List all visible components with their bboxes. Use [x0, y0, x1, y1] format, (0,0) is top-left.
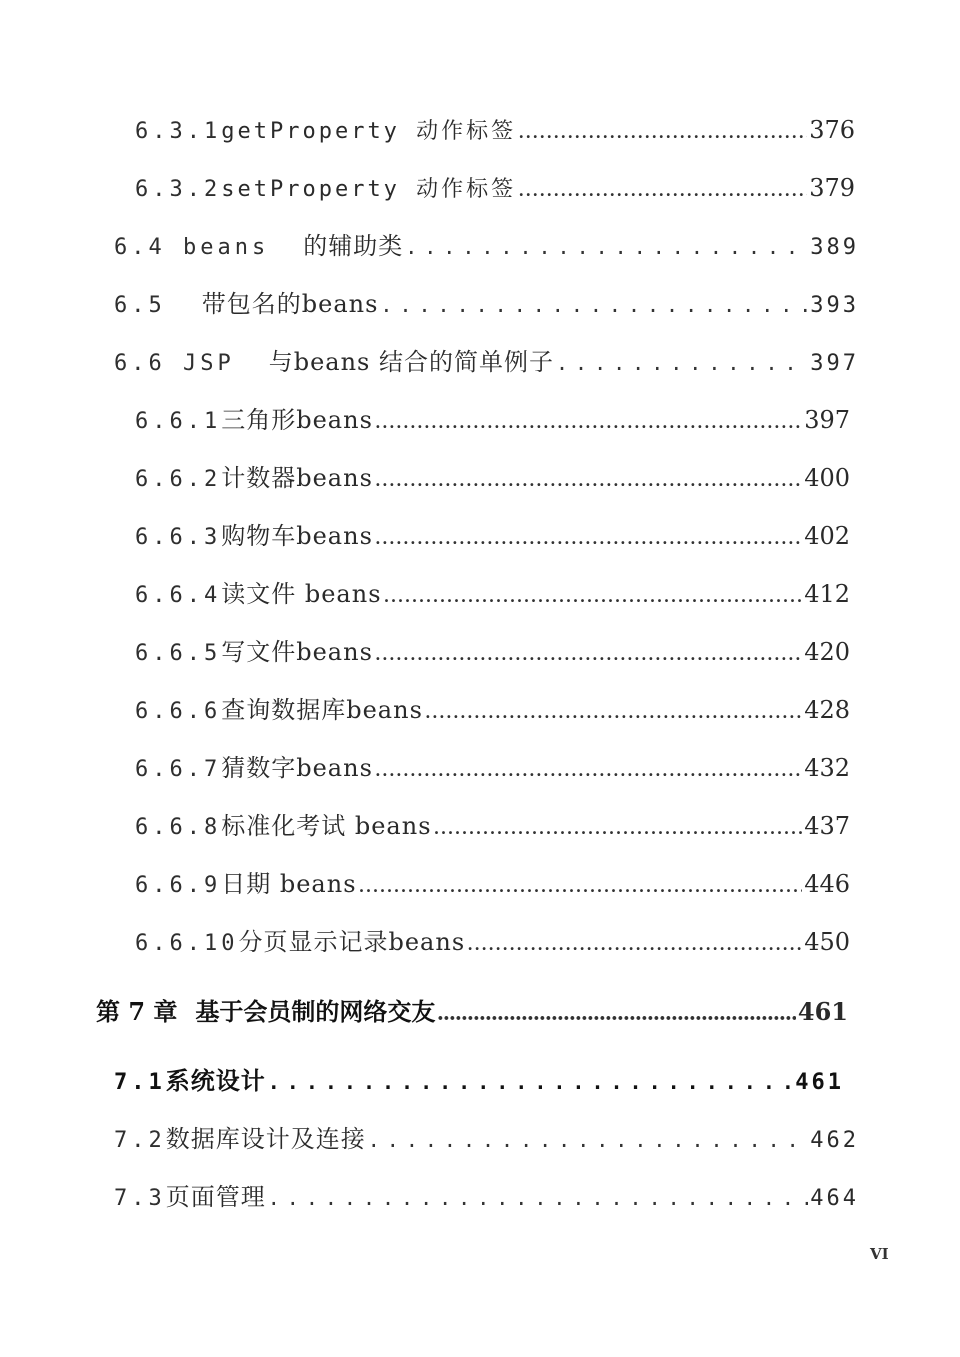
toc-entry[interactable] — [135, 637, 850, 669]
entry-title: 系统设计 — [165, 1066, 266, 1095]
dot-leader — [375, 464, 802, 494]
entry-number: 6.6.9 — [135, 873, 222, 898]
entry-page: 437 — [804, 812, 850, 840]
dot-leader — [375, 754, 802, 784]
toc-entry[interactable] — [114, 1066, 844, 1098]
entry-page: 464 — [810, 1186, 859, 1211]
entry-page: 461 — [795, 1070, 844, 1095]
dot-leader — [518, 116, 807, 146]
dot-leader — [437, 998, 795, 1028]
entry-page: 393 — [810, 293, 859, 318]
dot-leader — [268, 1183, 809, 1213]
entry-title: 标准化考试 beans — [221, 812, 432, 840]
toc-entry[interactable] — [135, 173, 855, 205]
entry-title: 与beans 结合的简单例子 — [268, 348, 554, 376]
entry-page: 450 — [804, 928, 850, 956]
entry-number: 7.3 — [114, 1186, 166, 1211]
entry-title: 猜数字beans — [221, 754, 373, 782]
entry-number: 6.3.1 — [135, 119, 222, 144]
entry-page: 389 — [810, 235, 859, 260]
toc-entry[interactable] — [135, 811, 850, 843]
entry-page: 397 — [804, 406, 850, 434]
entry-page: 428 — [804, 696, 850, 724]
entry-number: 7.2 — [114, 1128, 166, 1153]
dot-leader — [375, 522, 802, 552]
entry-number: 6.6.4 — [135, 583, 222, 608]
entry-title: 计数器beans — [221, 464, 373, 492]
entry-title: 数据库设计及连接 — [165, 1125, 366, 1153]
entry-page: 420 — [804, 638, 850, 666]
toc-entry[interactable] — [135, 521, 850, 553]
dot-leader — [375, 638, 802, 668]
dot-leader — [359, 870, 803, 900]
entry-number: 6.6.5 — [135, 641, 222, 666]
toc-entry[interactable] — [135, 869, 850, 901]
entry-number: 6.6.2 — [135, 467, 222, 492]
entry-title: 三角形beans — [221, 406, 373, 434]
entry-title: 的辅助类 — [303, 232, 404, 260]
dot-leader — [425, 696, 802, 726]
chapter-title: 基于会员制的网络交友 — [195, 997, 436, 1026]
entry-number: 6.6 JSP — [114, 351, 235, 376]
entry-title: setProperty 动作标签 — [221, 177, 517, 202]
dot-leader — [268, 1067, 794, 1097]
page-number-footer: VI — [870, 1245, 889, 1263]
entry-title: 查询数据库beans — [221, 696, 423, 724]
entry-number: 6.6.1 — [135, 409, 222, 434]
entry-title: 日期 beans — [221, 870, 357, 898]
entry-page: 432 — [804, 754, 850, 782]
entry-number: 6.6.6 — [135, 699, 222, 724]
dot-leader — [380, 290, 808, 320]
entry-number: 6.5 — [114, 293, 166, 318]
entry-number: 6.6.3 — [135, 525, 222, 550]
toc-entry[interactable] — [135, 579, 850, 611]
toc-entry[interactable] — [114, 1182, 859, 1214]
entry-number: 6.6.10 — [135, 931, 239, 956]
entry-page: 397 — [810, 351, 859, 376]
entry-page: 400 — [804, 464, 850, 492]
toc-entry[interactable] — [135, 115, 855, 147]
dot-leader — [368, 1125, 809, 1155]
toc-entry[interactable] — [114, 1124, 859, 1156]
toc-entry[interactable] — [135, 463, 850, 495]
entry-page: 446 — [804, 870, 850, 898]
dot-leader — [518, 174, 807, 204]
dot-leader — [384, 580, 803, 610]
entry-number: 6.6.8 — [135, 815, 222, 840]
entry-title: 分页显示记录beans — [238, 928, 466, 956]
dot-leader — [375, 406, 802, 436]
entry-page: 376 — [809, 116, 855, 144]
toc-entry[interactable] — [114, 347, 859, 379]
toc-entry[interactable] — [135, 405, 850, 437]
entry-page: 402 — [804, 522, 850, 550]
dot-leader — [467, 928, 802, 958]
toc-chapter-entry[interactable] — [96, 997, 848, 1029]
entry-title: 带包名的beans — [201, 290, 379, 318]
toc-entry[interactable] — [135, 927, 850, 959]
entry-page: 461 — [797, 997, 848, 1026]
toc-entry[interactable] — [135, 695, 850, 727]
entry-title: 写文件beans — [221, 638, 373, 666]
entry-title: 读文件 beans — [221, 580, 382, 608]
entry-title: 页面管理 — [165, 1183, 266, 1211]
toc-entry[interactable] — [114, 231, 859, 263]
entry-number: 6.3.2 — [135, 177, 222, 202]
toc-entry[interactable] — [135, 753, 850, 785]
entry-number: 6.6.7 — [135, 757, 222, 782]
dot-leader — [556, 348, 808, 378]
entry-page: 462 — [810, 1128, 859, 1153]
entry-page: 412 — [804, 580, 850, 608]
dot-leader — [434, 812, 803, 842]
chapter-number: 第 7 章 — [96, 997, 178, 1026]
entry-number: 6.4 beans — [114, 235, 270, 260]
entry-number: 7.1 — [114, 1070, 166, 1095]
toc-entry[interactable] — [114, 289, 859, 321]
entry-title: 购物车beans — [221, 522, 373, 550]
dot-leader — [405, 232, 808, 262]
entry-title: getProperty 动作标签 — [221, 119, 517, 144]
entry-page: 379 — [809, 174, 855, 202]
